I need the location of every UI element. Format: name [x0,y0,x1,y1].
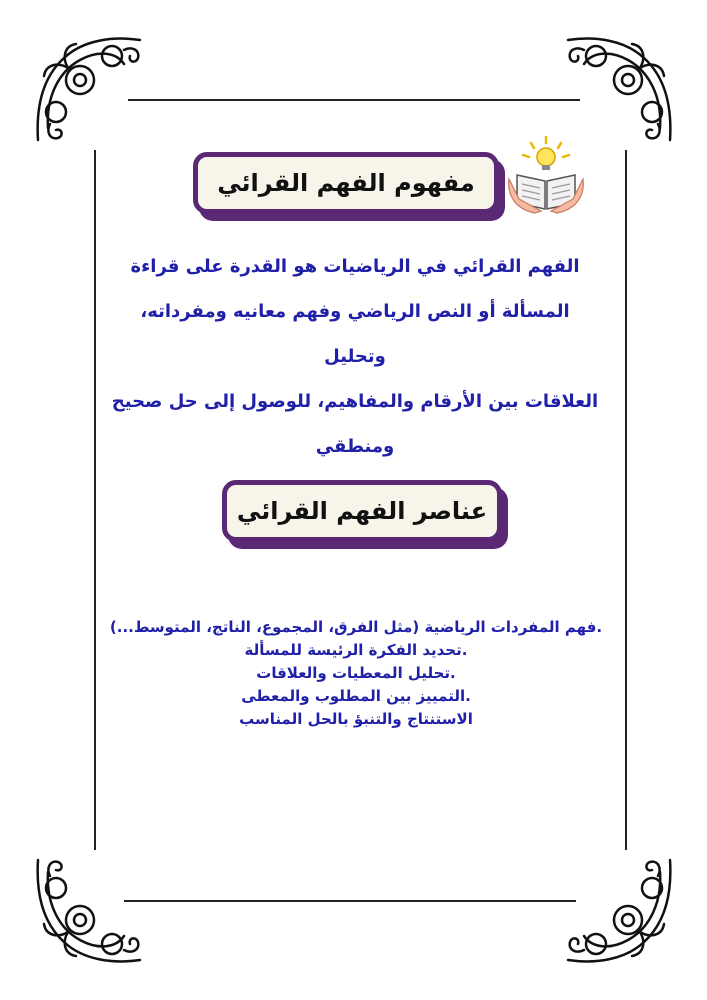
elements-list [60,616,652,731]
list-item: .تحليل المعطيات والعلاقات [256,664,456,682]
list-item: .تحديد الفكرة الرئيسة للمسألة [244,641,468,659]
section-title-elements: عناصر الفهم القرائي [236,497,488,525]
paragraph-line: ومنطقي [315,436,395,457]
ornament-corner-top-right [560,28,680,148]
list-item: .فهم المفردات الرياضية (مثل الفرق، المجموع، الناتج، المتوسط...) [109,618,603,636]
ornament-corner-bottom-right [560,852,680,972]
section-title-box-elements [222,480,502,542]
frame-right-line [625,150,627,850]
ornament-corner-bottom-left [28,852,148,972]
paragraph-line: العلاقات بين الأرقام والمفاهيم، للوصول إلى حل صحيح [111,391,599,412]
frame-bottom-line [124,900,576,902]
ornament-corner-top-left [28,28,148,148]
list-item: .التمييز بين المطلوب والمعطى [241,687,471,705]
section-title-concept: مفهوم الفهم القرائي [217,169,475,197]
frame-top-line [128,99,580,101]
book-lightbulb-icon [505,135,587,217]
definition-paragraph [110,244,600,469]
section-title-box-concept [193,152,499,214]
list-item: الاستنتاج والتنبؤ بالحل المناسب [239,710,473,728]
paragraph-line: المسألة أو النص الرياضي وفهم معانيه ومفرداته، وتحليل [140,301,570,367]
frame-left-line [94,150,96,850]
paragraph-line: الفهم القرائي في الرياضيات هو القدرة على قراءة [130,256,580,277]
